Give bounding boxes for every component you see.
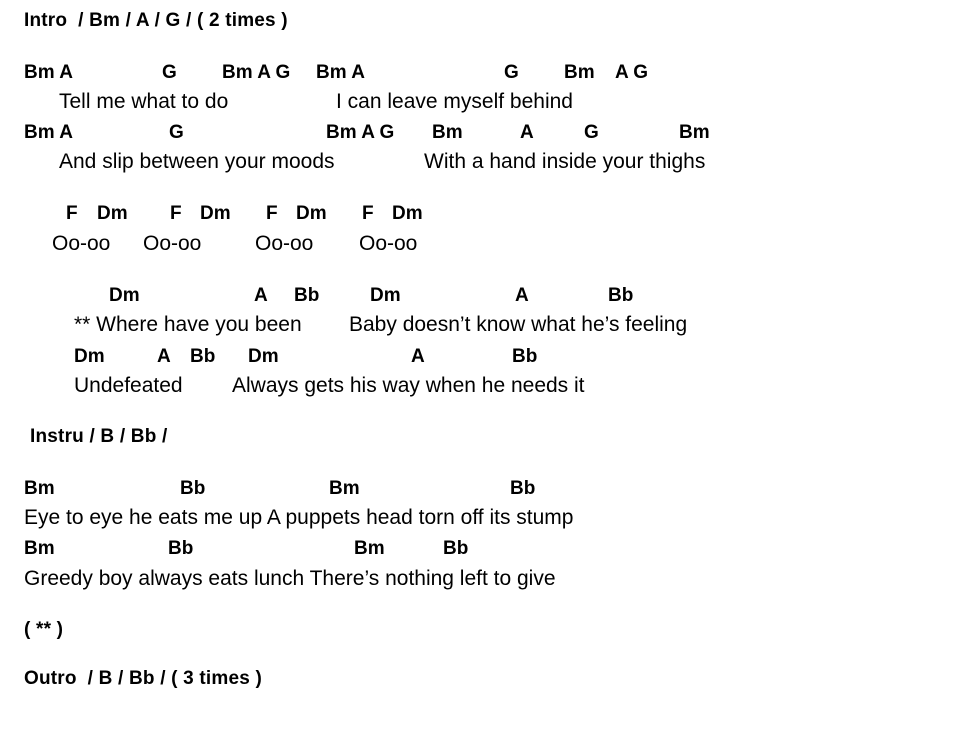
chord: A bbox=[411, 346, 425, 367]
outro-line: Outro / B / Bb / ( 3 times ) bbox=[24, 668, 263, 689]
chorus-chord-row-1 bbox=[0, 285, 969, 309]
chord: G bbox=[504, 62, 519, 83]
chord: G bbox=[162, 62, 177, 83]
instru-line: Instru / B / Bb / bbox=[30, 426, 168, 447]
chorus-chord-row-2 bbox=[0, 346, 969, 370]
chord: Bm A G bbox=[326, 122, 395, 143]
verse1-lyric-1b: I can leave myself behind bbox=[336, 90, 573, 113]
chord: F bbox=[170, 203, 182, 224]
chord: Bb bbox=[443, 538, 469, 559]
oo-lyric-2: Oo-oo bbox=[143, 232, 202, 255]
chord: G bbox=[169, 122, 184, 143]
chord: Bm bbox=[24, 478, 55, 499]
chord: A G bbox=[615, 62, 649, 83]
chord: Bb bbox=[510, 478, 536, 499]
chord: Bm A bbox=[24, 62, 73, 83]
chord: Dm bbox=[296, 203, 327, 224]
chord: Dm bbox=[200, 203, 231, 224]
chord: Bb bbox=[608, 285, 634, 306]
verse2-chord-row-1 bbox=[0, 478, 969, 502]
chord: F bbox=[266, 203, 278, 224]
chord: A bbox=[157, 346, 171, 367]
repeat-marker: ( ** ) bbox=[24, 619, 64, 640]
chord: Bm A bbox=[24, 122, 73, 143]
chord: Bm A bbox=[316, 62, 365, 83]
chord: Bb bbox=[190, 346, 216, 367]
chord: A bbox=[254, 285, 268, 306]
chorus-lyric-1a: ** Where have you been bbox=[74, 313, 302, 336]
chord: Bm bbox=[329, 478, 360, 499]
chord: A bbox=[515, 285, 529, 306]
chorus-lyric-2b: Always gets his way when he needs it bbox=[232, 374, 585, 397]
chord: A bbox=[520, 122, 534, 143]
verse1-lyric-1a: Tell me what to do bbox=[59, 90, 229, 113]
chord: Bb bbox=[180, 478, 206, 499]
chord: Bb bbox=[512, 346, 538, 367]
oo-lyric-4: Oo-oo bbox=[359, 232, 418, 255]
chord: Bb bbox=[294, 285, 320, 306]
chord: Dm bbox=[97, 203, 128, 224]
chorus-lyric-2a: Undefeated bbox=[74, 374, 183, 397]
oo-chord-row bbox=[0, 203, 969, 227]
chord: Dm bbox=[370, 285, 401, 306]
chord: Bm bbox=[564, 62, 595, 83]
chord: Dm bbox=[248, 346, 279, 367]
chord: Bm bbox=[354, 538, 385, 559]
verse1-chord-row-1 bbox=[0, 62, 969, 86]
chorus-lyric-1b: Baby doesn’t know what he’s feeling bbox=[349, 313, 688, 336]
verse1-lyric-2a: And slip between your moods bbox=[59, 150, 335, 173]
chord: Bm bbox=[679, 122, 710, 143]
verse2-lyric-2: Greedy boy always eats lunch There’s nothing left to give bbox=[24, 567, 556, 590]
verse1-chord-row-2 bbox=[0, 122, 969, 146]
chord: F bbox=[66, 203, 78, 224]
chord: Bm bbox=[24, 538, 55, 559]
chord: Dm bbox=[109, 285, 140, 306]
chord: Dm bbox=[74, 346, 105, 367]
chord: Dm bbox=[392, 203, 423, 224]
oo-lyric-3: Oo-oo bbox=[255, 232, 314, 255]
verse2-lyric-1: Eye to eye he eats me up A puppets head torn off its stump bbox=[24, 506, 574, 529]
chord: Bm A G bbox=[222, 62, 291, 83]
verse2-chord-row-2 bbox=[0, 538, 969, 562]
chord: F bbox=[362, 203, 374, 224]
chord: Bm bbox=[432, 122, 463, 143]
chord: G bbox=[584, 122, 599, 143]
verse1-lyric-2b: With a hand inside your thighs bbox=[424, 150, 706, 173]
chord: Bb bbox=[168, 538, 194, 559]
oo-lyric-1: Oo-oo bbox=[52, 232, 111, 255]
intro-line: Intro / Bm / A / G / ( 2 times ) bbox=[24, 10, 288, 31]
